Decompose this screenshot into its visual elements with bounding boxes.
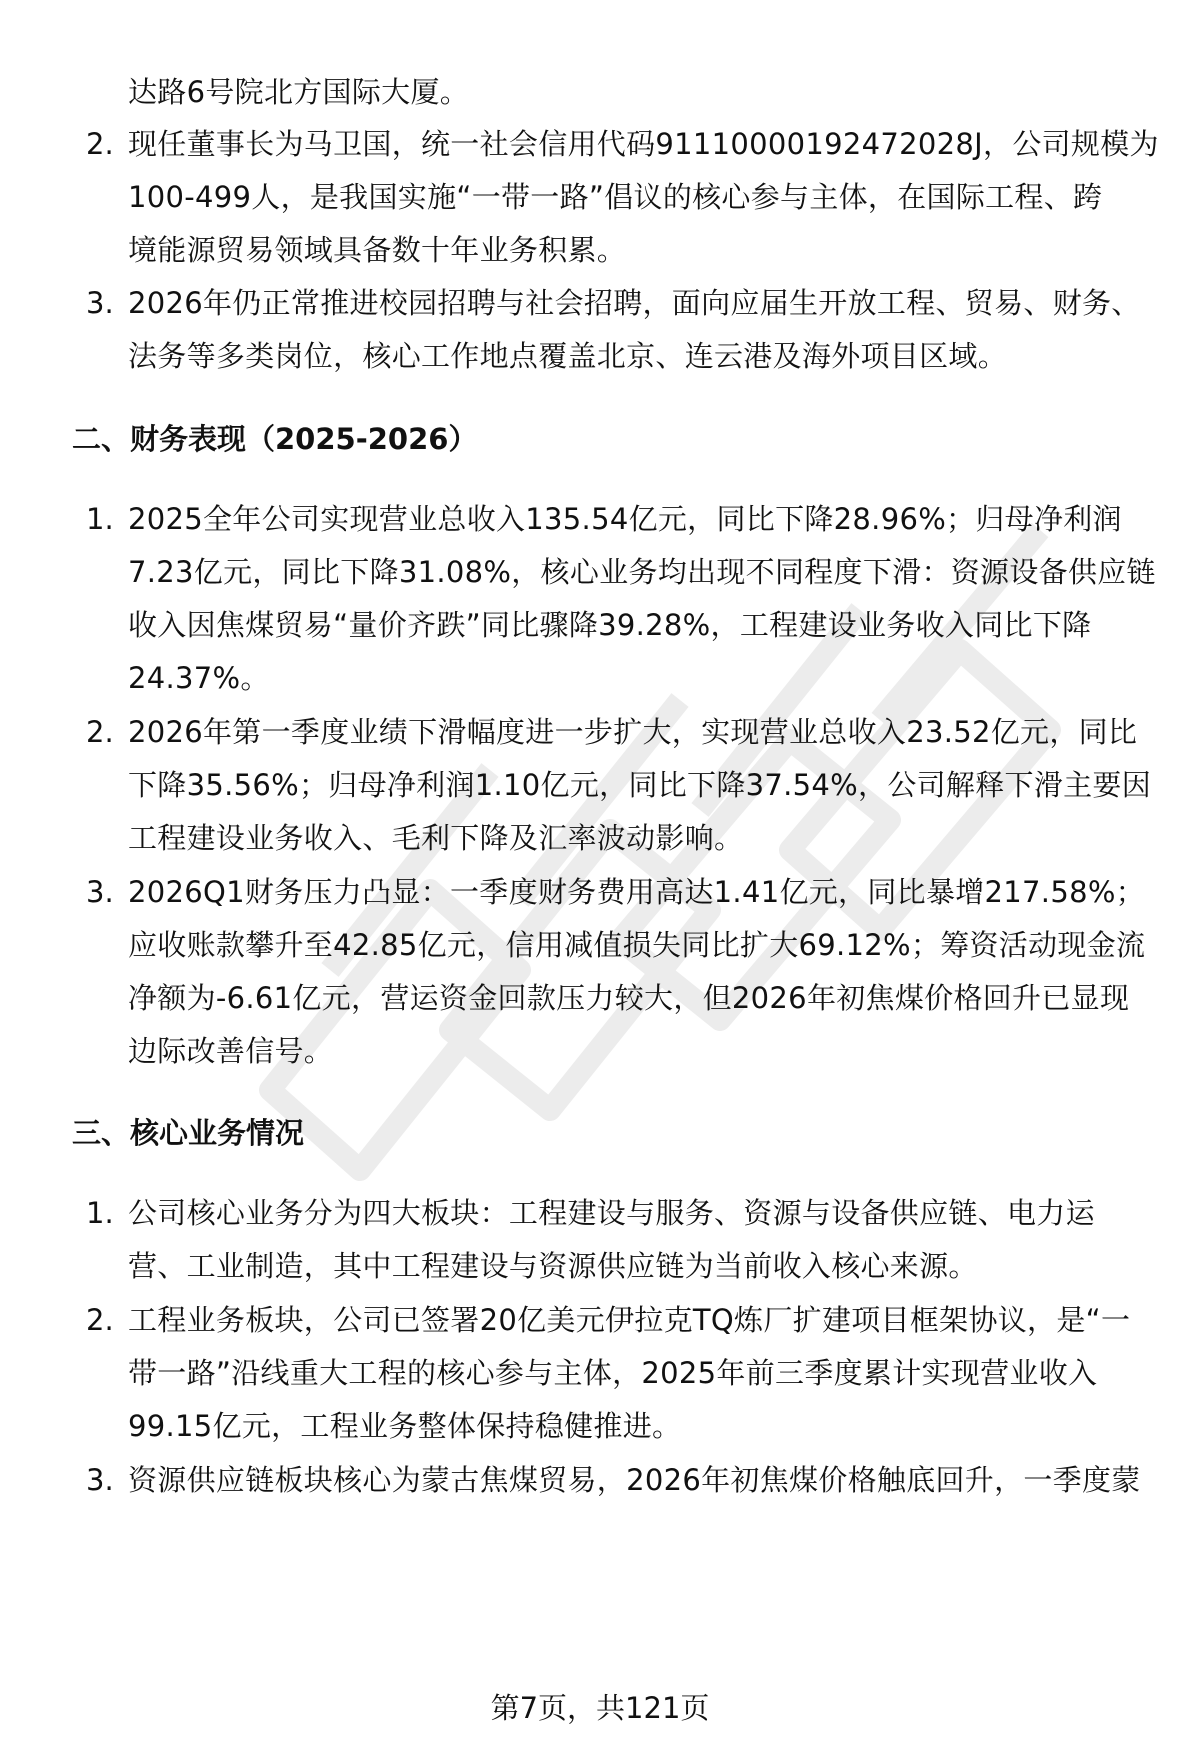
list-number: 3. bbox=[86, 1463, 114, 1497]
list-item-line: 法务等多类岗位，核心工作地点覆盖北京、连云港及海外项目区域。 bbox=[128, 339, 1008, 373]
list-item-line: 99.15亿元，工程业务整体保持稳健推进。 bbox=[128, 1409, 682, 1443]
list-number: 2. bbox=[86, 715, 114, 749]
list-item-line: 2026年仍正常推进校园招聘与社会招聘，面向应届生开放工程、贸易、财务、 bbox=[128, 286, 1141, 320]
list-item-line: 7.23亿元，同比下降31.08%，核心业务均出现不同程度下滑：资源设备供应链 bbox=[128, 555, 1156, 589]
list-item-line: 现任董事长为马卫国，统一社会信用代码91110000192472028J，公司规模为 bbox=[128, 127, 1159, 161]
section-heading: 二、财务表现（2025-2026） bbox=[72, 422, 478, 456]
list-item-line: 100-499人，是我国实施“一带一路”倡议的核心参与主体，在国际工程、跨 bbox=[128, 180, 1103, 214]
list-item-line: 公司核心业务分为四大板块：工程建设与服务、资源与设备供应链、电力运 bbox=[128, 1196, 1095, 1230]
list-number: 1. bbox=[86, 502, 114, 536]
list-item-line: 工程建设业务收入、毛利下降及汇率波动影响。 bbox=[128, 821, 744, 855]
list-item-line: 带一路”沿线重大工程的核心参与主体，2025年前三季度累计实现营业收入 bbox=[128, 1356, 1098, 1390]
list-number: 1. bbox=[86, 1196, 114, 1230]
list-item-line: 净额为-6.61亿元，营运资金回款压力较大，但2026年初焦煤价格回升已显现 bbox=[128, 981, 1130, 1015]
list-item-line: 工程业务板块，公司已签署20亿美元伊拉克TQ炼厂扩建项目框架协议，是“一 bbox=[128, 1303, 1131, 1337]
list-item-line: 收入因焦煤贸易“量价齐跌”同比骤降39.28%，工程建设业务收入同比下降 bbox=[128, 608, 1092, 642]
list-number: 2. bbox=[86, 127, 114, 161]
list-item-line: 资源供应链板块核心为蒙古焦煤贸易，2026年初焦煤价格触底回升，一季度蒙 bbox=[128, 1463, 1141, 1497]
list-item-line: 边际改善信号。 bbox=[128, 1034, 334, 1068]
list-item-line: 24.37%。 bbox=[128, 661, 270, 695]
list-item-line: 2026Q1财务压力凸显：一季度财务费用高达1.41亿元，同比暴增217.58%； bbox=[128, 875, 1145, 909]
list-item-line: 2025全年公司实现营业总收入135.54亿元，同比下降28.96%；归母净利润 bbox=[128, 502, 1122, 536]
intro-line: 达路6号院北方国际大厦。 bbox=[128, 75, 470, 109]
list-item-line: 2026年第一季度业绩下滑幅度进一步扩大，实现营业总收入23.52亿元，同比 bbox=[128, 715, 1138, 749]
list-item-line: 下降35.56%；归母净利润1.10亿元，同比下降37.54%，公司解释下滑主要因 bbox=[128, 768, 1152, 802]
list-item-line: 应收账款攀升至42.85亿元，信用减值损失同比扩大69.12%；筹资活动现金流 bbox=[128, 928, 1146, 962]
list-item-line: 营、工业制造，其中工程建设与资源供应链为当前收入核心来源。 bbox=[128, 1249, 978, 1283]
list-number: 2. bbox=[86, 1303, 114, 1337]
section-heading: 三、核心业务情况 bbox=[72, 1116, 305, 1150]
list-number: 3. bbox=[86, 286, 114, 320]
page-footer: 第7页，共121页 bbox=[490, 1691, 710, 1725]
list-number: 3. bbox=[86, 875, 114, 909]
list-item-line: 境能源贸易领域具备数十年业务积累。 bbox=[128, 233, 627, 267]
